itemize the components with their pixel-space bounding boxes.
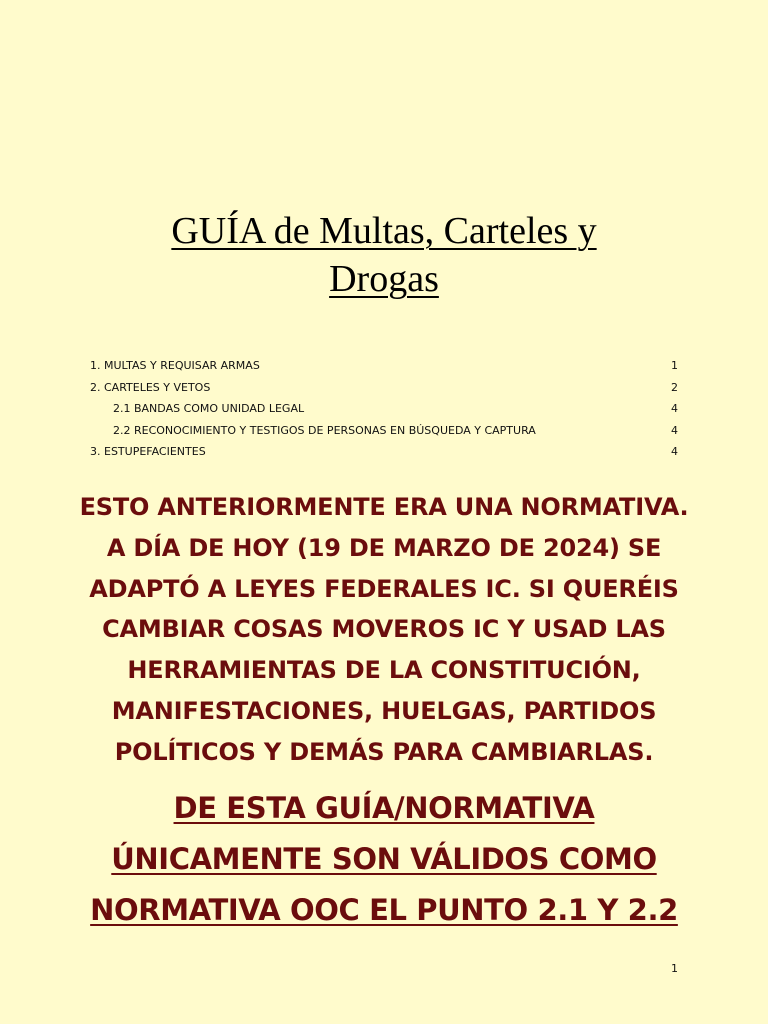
toc-entry-label: 1. MULTAS Y REQUISAR ARMAS <box>90 359 260 373</box>
toc-entry-label: 2. CARTELES Y VETOS <box>90 380 211 394</box>
toc-entry-page: 4 <box>671 402 678 416</box>
toc-entry-multas[interactable] <box>90 355 678 377</box>
page-number: 1 <box>671 962 678 975</box>
toc-entry-carteles[interactable] <box>90 377 678 399</box>
notice-line: POLÍTICOS Y DEMÁS PARA CAMBIARLAS. <box>114 737 654 766</box>
validity-line-text: DE ESTA GUÍA/NORMATIVA <box>173 791 595 825</box>
toc-entry-label: 3. ESTUPEFACIENTES <box>90 445 206 459</box>
validity-statement <box>40 783 728 936</box>
notice-line: CAMBIAR COSAS MOVEROS IC Y USAD LAS <box>102 615 666 644</box>
toc-entry-reconocimiento[interactable] <box>90 420 678 442</box>
notice-line: ADAPTÓ A LEYES FEDERALES IC. SI QUERÉIS <box>89 574 679 603</box>
toc-entry-page: 4 <box>671 423 678 437</box>
toc-entry-page: 4 <box>671 445 678 459</box>
validity-line-text: NORMATIVA OOC EL PUNTO 2.1 Y 2.2 <box>90 893 678 927</box>
toc-entry-page: 1 <box>671 359 678 373</box>
notice-line: ESTO ANTERIORMENTE ERA UNA NORMATIVA. <box>79 493 689 521</box>
toc-entry-label: 2.2 RECONOCIMIENTO Y TESTIGOS DE PERSONAS EN BÚSQUEDA Y CAPTURA <box>113 423 536 437</box>
toc-entry-label: 2.1 BANDAS COMO UNIDAD LEGAL <box>113 402 305 416</box>
notice-line: HERRAMIENTAS DE LA CONSTITUCIÓN, <box>127 656 641 685</box>
toc-entry-estupefacientes[interactable] <box>90 441 678 463</box>
title-line-1: GUÍA de Multas, Carteles y <box>171 210 597 252</box>
notice-line: MANIFESTACIONES, HUELGAS, PARTIDOS <box>111 696 657 725</box>
document-title <box>40 207 728 303</box>
notice-paragraph <box>40 487 728 773</box>
validity-line-text: ÚNICAMENTE SON VÁLIDOS COMO <box>111 842 657 876</box>
toc-entry-page: 2 <box>671 380 678 394</box>
validity-line <box>40 885 728 936</box>
toc-entry-bandas[interactable] <box>90 398 678 420</box>
notice-line: A DÍA DE HOY (19 DE MARZO DE 2024) SE <box>106 533 662 562</box>
title-line-2: Drogas <box>329 258 439 300</box>
validity-line <box>40 834 728 885</box>
table-of-contents <box>90 355 678 463</box>
validity-line <box>40 783 728 834</box>
